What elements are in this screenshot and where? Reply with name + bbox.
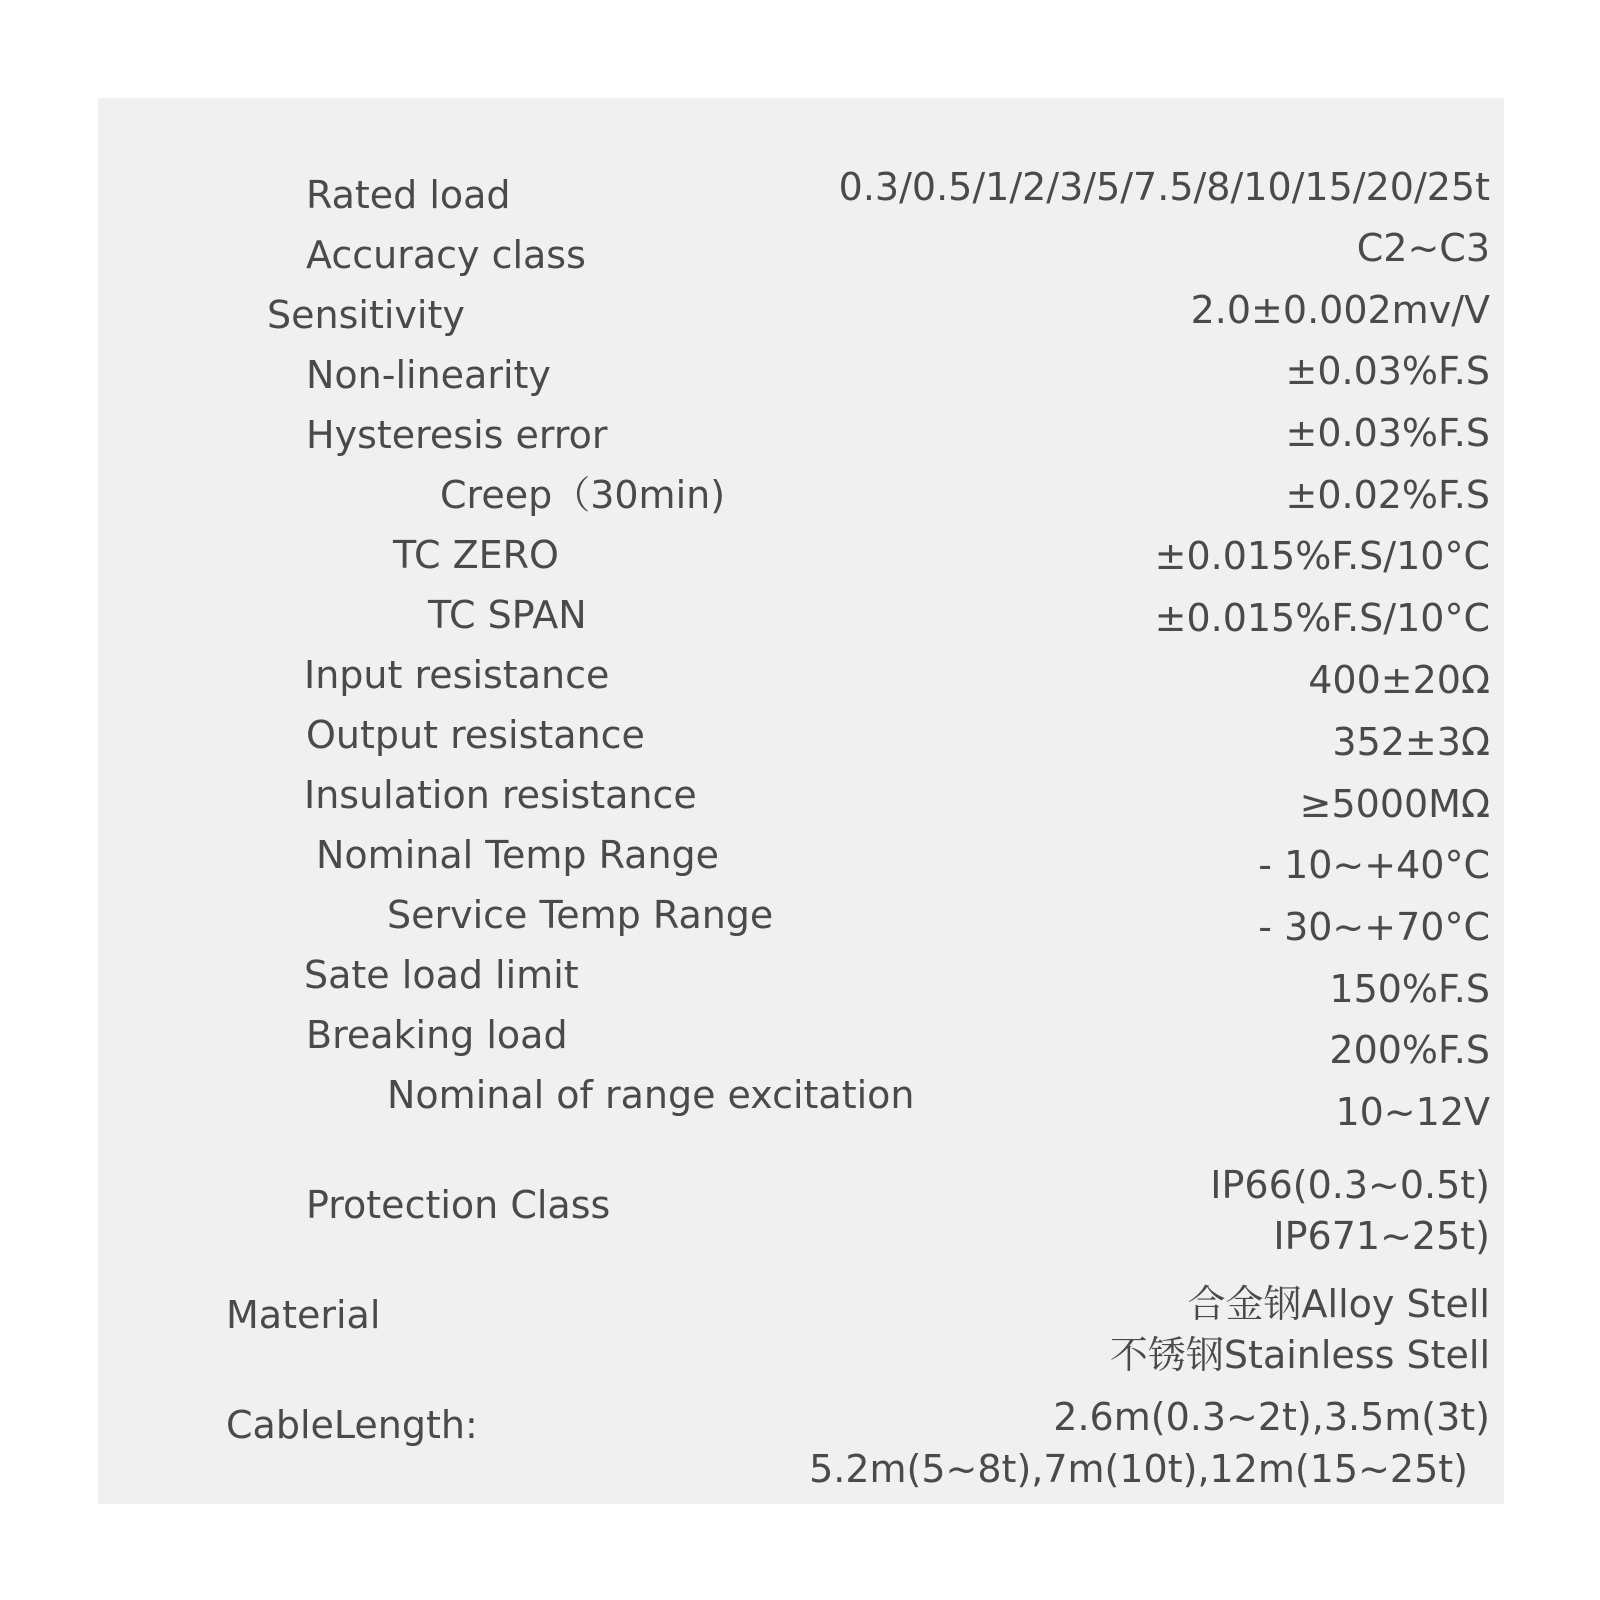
- spec-label-input-resistance: Input resistance: [304, 653, 610, 697]
- spec-label-safe-load-limit: Sate load limit: [304, 953, 579, 997]
- spec-label-accuracy-class: Accuracy class: [306, 233, 586, 277]
- spec-label-cable-length: CableLength:: [226, 1403, 478, 1447]
- spec-label-material: Material: [226, 1293, 381, 1337]
- spec-label-hysteresis-error: Hysteresis error: [306, 413, 608, 457]
- spec-value-hysteresis-error: ±0.03%F.S: [1285, 411, 1490, 455]
- spec-value-tc-span: ±0.015%F.S/10°C: [1154, 596, 1490, 640]
- spec-label-service-temp-range: Service Temp Range: [387, 893, 774, 937]
- spec-label-non-linearity: Non-linearity: [306, 353, 551, 397]
- spec-value-nominal-excitation: 10~12V: [1335, 1090, 1490, 1134]
- spec-value-output-resistance: 352±3Ω: [1332, 720, 1490, 764]
- spec-value-material-2: 不锈钢Stainless Stell: [1109, 1333, 1490, 1377]
- spec-value-material-1: 合金钢Alloy Stell: [1187, 1282, 1490, 1326]
- spec-value-safe-load-limit: 150%F.S: [1329, 967, 1490, 1011]
- spec-value-protection-class-2: IP671~25t): [1273, 1214, 1490, 1258]
- spec-label-output-resistance: Output resistance: [306, 713, 645, 757]
- spec-value-creep: ±0.02%F.S: [1285, 473, 1490, 517]
- spec-label-protection-class: Protection Class: [306, 1183, 611, 1227]
- spec-value-rated-load: 0.3/0.5/1/2/3/5/7.5/8/10/15/20/25t: [838, 165, 1490, 209]
- spec-value-tc-zero: ±0.015%F.S/10°C: [1154, 534, 1490, 578]
- spec-label-nominal-temp-range: Nominal Temp Range: [316, 833, 720, 877]
- spec-value-cable-length-2: 5.2m(5~8t),7m(10t),12m(15~25t): [809, 1447, 1468, 1491]
- spec-label-tc-zero: TC ZERO: [393, 533, 559, 577]
- spec-label-creep: Creep（30min): [440, 473, 726, 517]
- spec-label-tc-span: TC SPAN: [428, 593, 587, 637]
- spec-value-insulation-resistance: ≥5000MΩ: [1299, 782, 1490, 826]
- spec-value-breaking-load: 200%F.S: [1329, 1028, 1490, 1072]
- spec-value-input-resistance: 400±20Ω: [1308, 658, 1490, 702]
- spec-label-nominal-excitation: Nominal of range excitation: [387, 1073, 915, 1117]
- spec-value-protection-class-1: IP66(0.3~0.5t): [1210, 1163, 1490, 1207]
- spec-label-insulation-resistance: Insulation resistance: [304, 773, 697, 817]
- spec-label-rated-load: Rated load: [306, 173, 511, 217]
- spec-label-breaking-load: Breaking load: [306, 1013, 568, 1057]
- spec-label-sensitivity: Sensitivity: [267, 293, 465, 337]
- spec-value-nominal-temp-range: - 10~+40°C: [1258, 843, 1490, 887]
- spec-value-service-temp-range: - 30~+70°C: [1258, 905, 1490, 949]
- spec-value-accuracy-class: C2~C3: [1356, 226, 1490, 270]
- spec-value-sensitivity: 2.0±0.002mv/V: [1190, 288, 1490, 332]
- spec-value-cable-length-1: 2.6m(0.3~2t),3.5m(3t): [1053, 1395, 1490, 1439]
- spec-value-non-linearity: ±0.03%F.S: [1285, 349, 1490, 393]
